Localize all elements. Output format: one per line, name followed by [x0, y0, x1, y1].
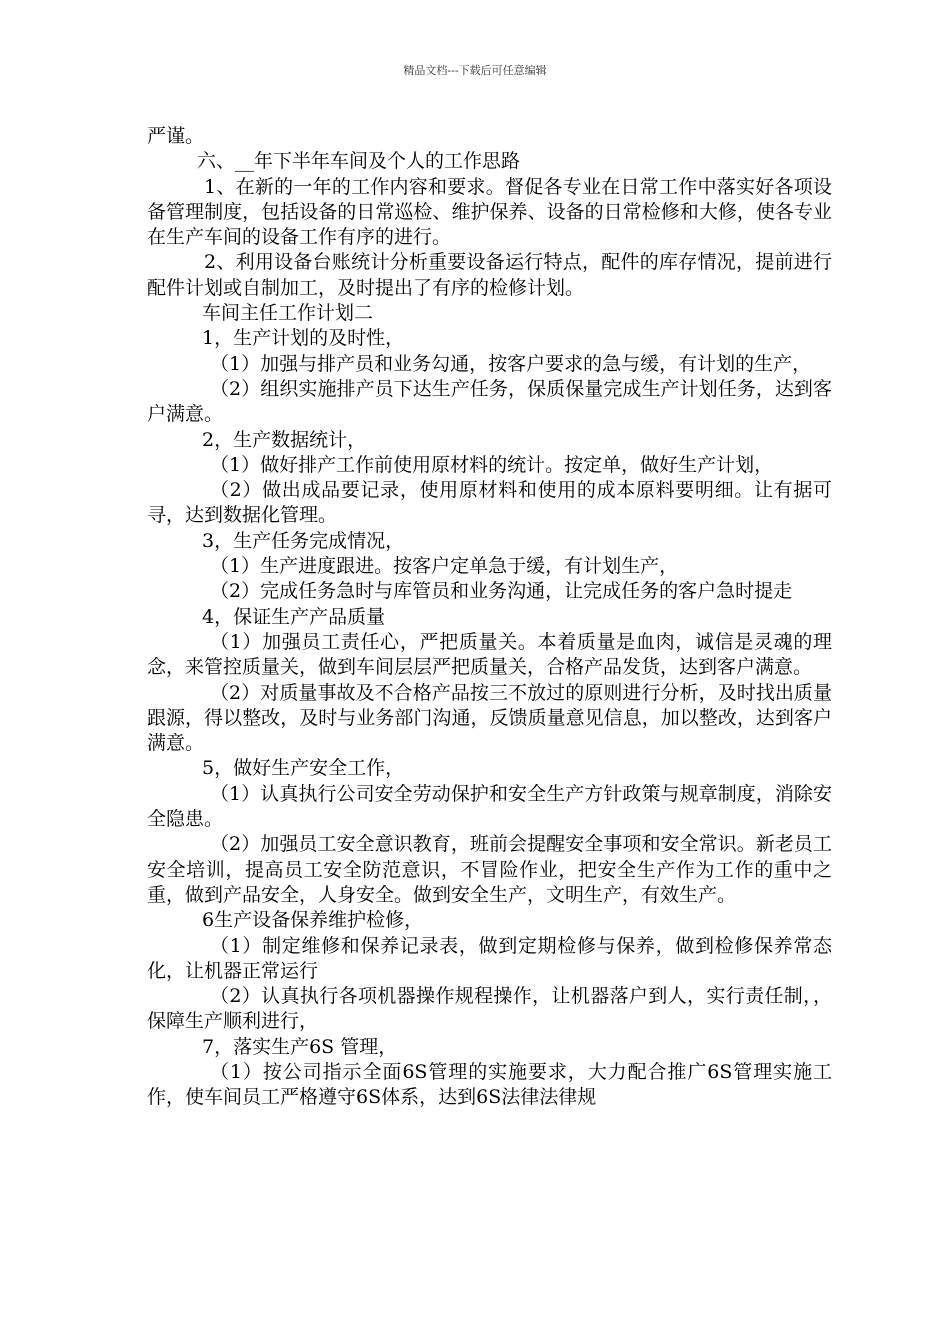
page-header: 精品文档---下载后可任意编辑	[403, 64, 547, 77]
paragraph: 1，生产计划的及时性，	[202, 327, 405, 350]
paragraph: 6生产设备保养维护检修，	[202, 909, 424, 932]
section-heading: 六、__年下半年车间及个人的工作思路	[197, 150, 521, 173]
paragraph: 2，生产数据统计，	[202, 428, 367, 451]
paragraph: （2）对质量事故及不合格产品按三不放过的原则进行分析，及时找出质量跟源，得以整改，及时与业务部门沟通，反馈质量意见信息，加以整改，达到客户满意。	[147, 681, 832, 755]
paragraph: 4，保证生产产品质量	[202, 605, 386, 628]
paragraph: 5，做好生产安全工作，	[202, 757, 405, 780]
paragraph: 2、利用设备台账统计分析重要设备运行特点，配件的库存情况，提前进行配件计划或自制加工，及时提出了有序的检修计划。	[147, 251, 832, 299]
document-body	[147, 124, 832, 1111]
paragraph: 3，生产任务完成情况，	[202, 529, 405, 552]
paragraph: （1）做好排产工作前使用原材料的统计。按定单，做好生产计划，	[210, 453, 774, 476]
paragraph: （1）加强与排产员和业务勾通，按客户要求的急与缓，有计划的生产，	[210, 352, 812, 375]
paragraph: （2）认真执行各项机器操作规程操作，让机器落户到人，实行责任制，，保障生产顺利进行，	[147, 985, 832, 1033]
paragraph: （2）组织实施排产员下达生产任务，保质保量完成生产计划任务，达到客户满意。	[147, 377, 832, 426]
paragraph: （2）做出成品要记录，使用原材料和使用的成本原料要明细。让有据可寻，达到数据化管理。	[147, 479, 832, 527]
paragraph: 1、在新的一年的工作内容和要求。督促各专业在日常工作中落实好各项设备管理制度，包括设备的日常巡检、维护保养、设备的日常检修和大修，使各专业在生产车间的设备工作有序的进行。	[147, 175, 832, 249]
paragraph: （1）认真执行公司安全劳动保护和安全生产方针政策与规章制度，消除安全隐患。	[147, 782, 832, 831]
section-heading: 车间主任工作计划二	[202, 302, 374, 325]
paragraph: （2）加强员工安全意识教育，班前会提醒安全事项和安全常识。新老员工安全培训，提高员工安全防范意识，不冒险作业，把安全生产作为工作的重中之重，做到产品安全，人身安全。做到安全生产，文明生产，有效生产。	[147, 833, 832, 906]
paragraph: （1）制定维修和保养记录表，做到定期检修与保养，做到检修保养常态化，让机器正常运行	[147, 934, 832, 982]
paragraph: （2）完成任务急时与库管员和业务沟通，让完成任务的客户急时提走	[210, 580, 793, 603]
paragraph: （1）按公司指示全面6S管理的实施要求，大力配合推广6S管理实施工作，使车间员工严格遵守6S体系，达到6S法律法律规	[147, 1060, 832, 1109]
paragraph: （1）生产进度跟进。按客户定单急于缓，有计划生产，	[210, 555, 679, 578]
paragraph: 7，落实生产6S 管理，	[202, 1035, 398, 1058]
paragraph: （1）加强员工责任心，严把质量关。本着质量是血肉，诚信是灵魂的理念，来管控质量关，做到车间层层严把质量关，合格产品发货，达到客户满意。	[147, 630, 832, 679]
paragraph: 严谨。	[147, 125, 205, 147]
